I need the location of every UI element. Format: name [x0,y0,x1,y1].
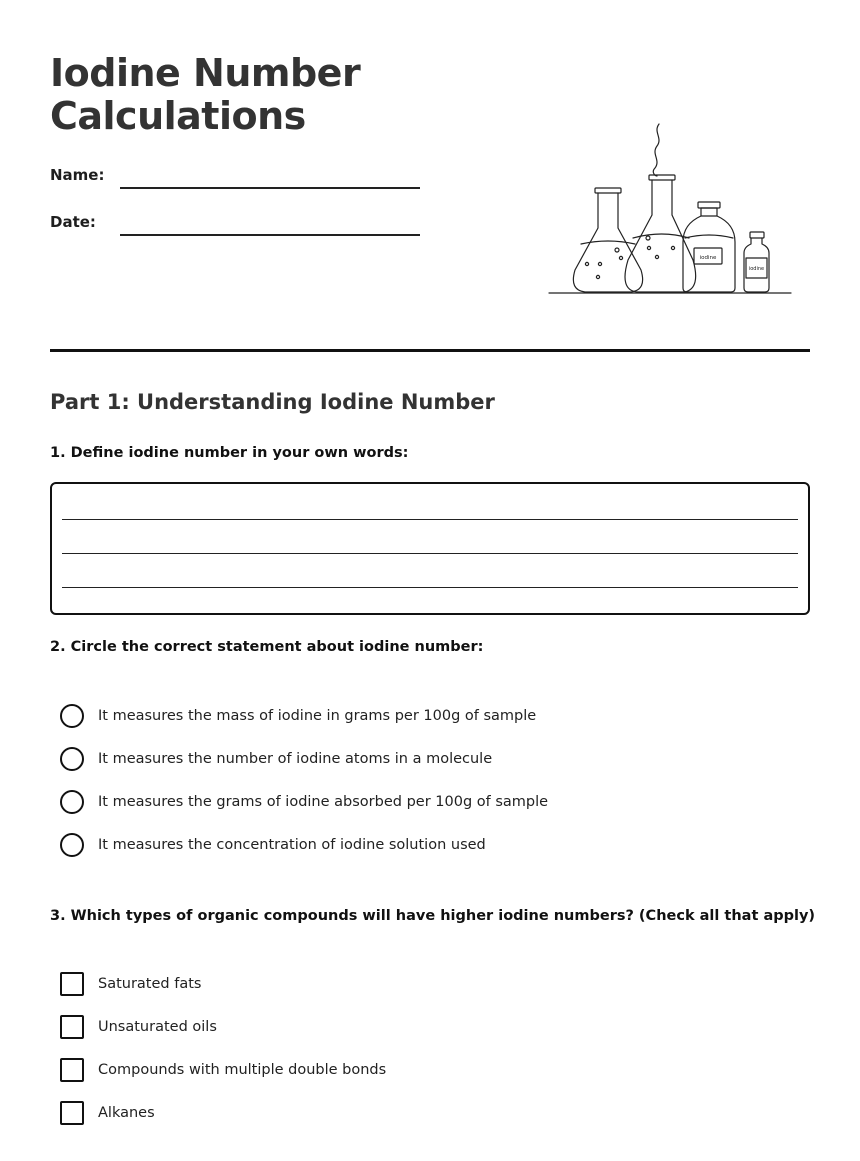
option-label: It measures the mass of iodine in grams per 100g of sample [98,708,537,724]
q2-option-1[interactable] [60,703,536,729]
question-2: 2. Circle the correct statement about iodine number: [50,639,484,655]
radio-circle-icon[interactable] [60,790,84,814]
option-label: Compounds with multiple double bonds [98,1062,387,1078]
question-1: 1. Define iodine number in your own words: [50,445,409,461]
conical-flask-icon [573,188,642,292]
lab-glassware-illustration [545,120,795,300]
small-bottle-label-text: iodine [748,266,765,272]
checkbox-icon[interactable] [60,972,84,996]
steam-icon [653,124,659,176]
q3-option-3[interactable] [60,1057,386,1083]
bottle-label-text: iodine [699,255,717,261]
answer-box-q1[interactable] [50,482,810,615]
radio-circle-icon[interactable] [60,747,84,771]
option-label: It measures the concentration of iodine solution used [98,837,486,853]
section-divider [50,349,810,352]
option-label: Saturated fats [98,976,202,992]
q3-option-2[interactable] [60,1014,217,1040]
date-label: Date: [50,213,96,231]
small-bottle-icon [744,232,769,292]
option-label: It measures the grams of iodine absorbed per 100g of sample [98,794,549,810]
question-3: 3. Which types of organic compounds will have higher iodine numbers? (Check all that apply) [50,908,816,924]
answer-line [62,519,798,520]
title-line-1: Iodine Number [50,51,361,95]
q2-option-2[interactable] [60,746,492,772]
part-1-heading: Part 1: Understanding Iodine Number [50,390,495,414]
title-line-2: Calculations [50,94,306,138]
page-title [50,52,360,138]
radio-circle-icon[interactable] [60,833,84,857]
q2-option-4[interactable] [60,832,486,858]
answer-line [62,587,798,588]
answer-line [62,553,798,554]
q3-option-4[interactable] [60,1100,155,1126]
date-field[interactable] [120,234,420,236]
option-label: Unsaturated oils [98,1019,217,1035]
checkbox-icon[interactable] [60,1015,84,1039]
name-label: Name: [50,166,105,184]
q2-option-3[interactable] [60,789,548,815]
tall-flask-icon [625,175,696,292]
checkbox-icon[interactable] [60,1101,84,1125]
checkbox-icon[interactable] [60,1058,84,1082]
radio-circle-icon[interactable] [60,704,84,728]
name-field[interactable] [120,187,420,189]
q3-option-1[interactable] [60,971,201,997]
option-label: Alkanes [98,1105,155,1121]
option-label: It measures the number of iodine atoms in a molecule [98,751,493,767]
reagent-bottle-icon [683,202,735,292]
